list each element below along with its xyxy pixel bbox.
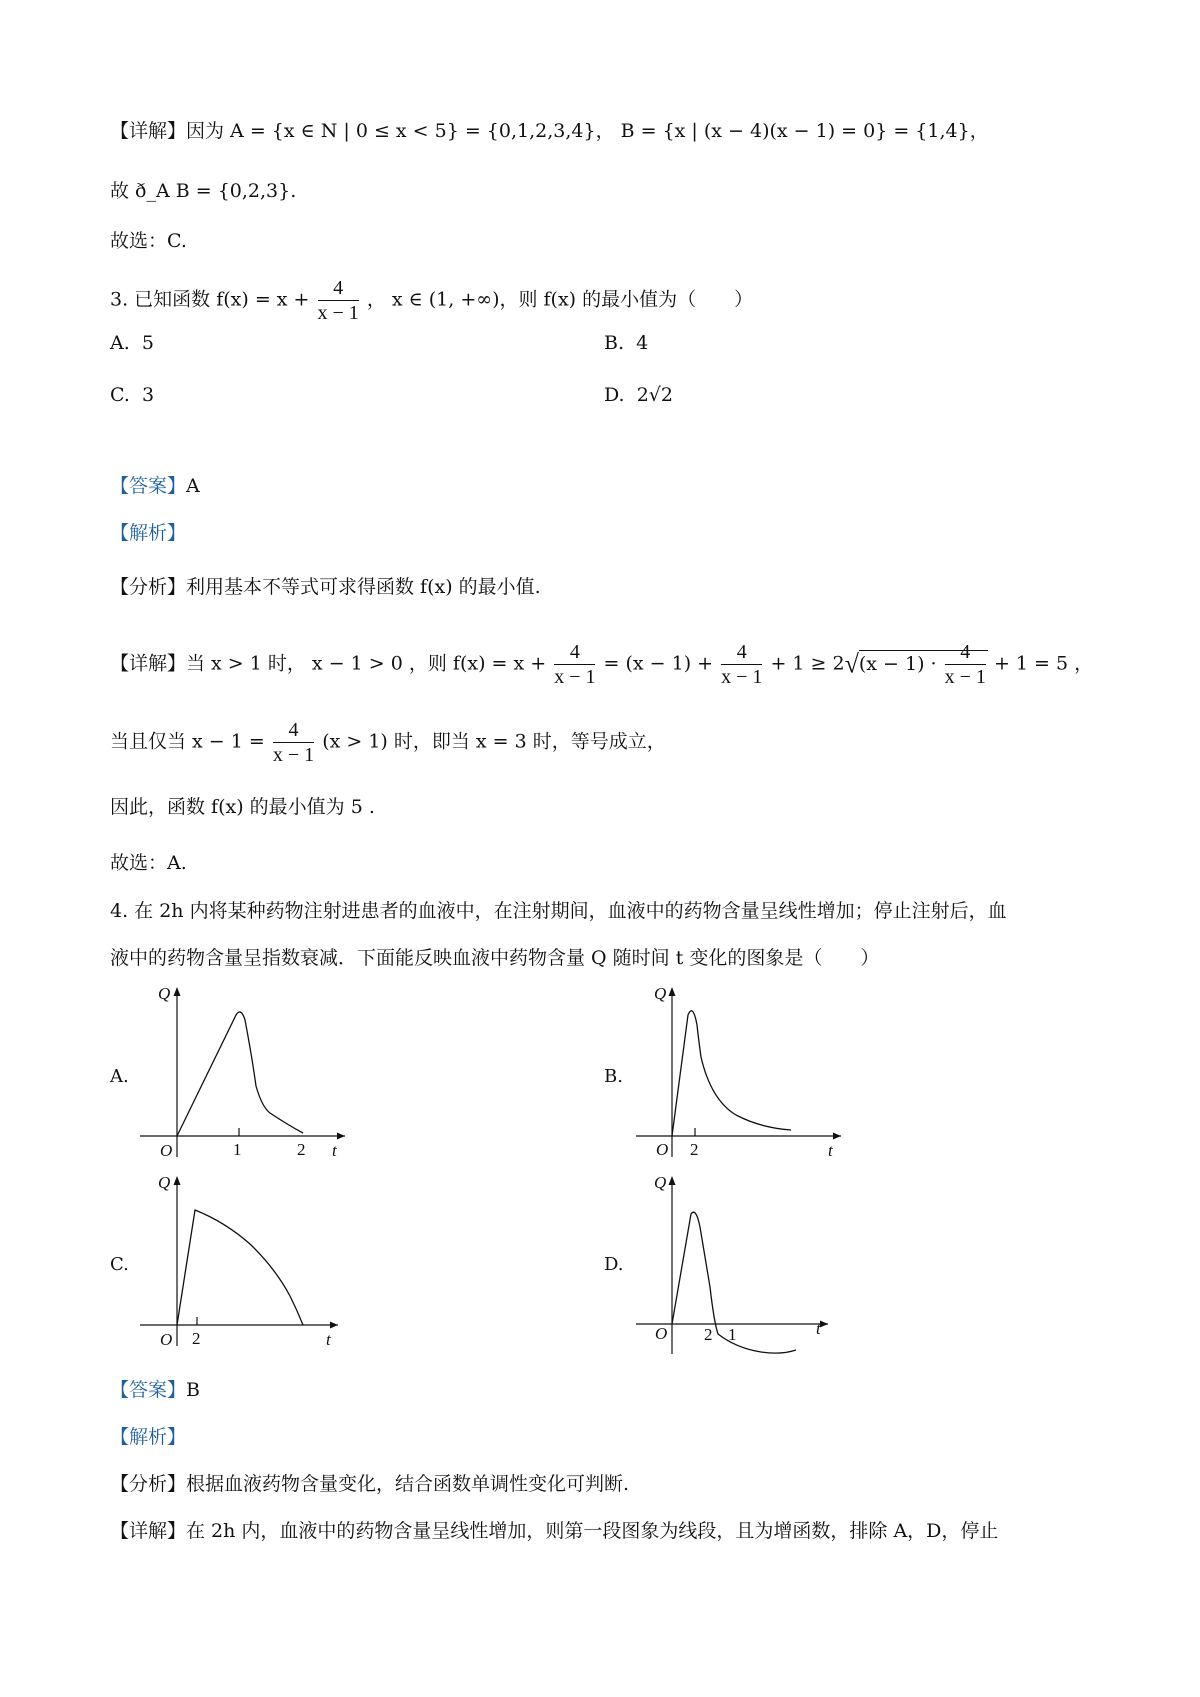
answer-value: B [186,1379,200,1401]
y-axis-label: Q [654,1173,667,1192]
detail-tag: 【详解】 [110,120,187,142]
detail-fraction-3 [945,640,986,689]
x-axis-label: t [816,1319,821,1338]
option-label: A. [110,332,130,354]
x-axis-label: t [326,1330,331,1347]
detail-fraction-2 [721,640,762,689]
x-axis-label: t [332,1141,337,1160]
detail-tag: 【详解】 [110,1520,187,1542]
analysis-tag: 【分析】 [110,576,187,598]
x-axis-arrow [833,1133,841,1140]
fraction-denominator: x − 1 [317,302,359,324]
detail-part-d: (x − 1) · [858,652,937,675]
q4-answer-line [110,1377,200,1403]
option-value: 5 [141,332,154,354]
q3-equality-line [110,718,666,767]
detail-text: 在 2h 内，血液中的药物含量呈线性增加，则第一段图象为线段，且为增函数，排除 A，D，停止 [186,1520,999,1542]
detail-part-c: + 1 ≥ 2 [770,652,845,675]
fraction-numerator: 4 [318,276,359,301]
origin-label: O [656,1140,669,1159]
graph-c-label: C. [110,1254,129,1275]
option-value: 4 [636,332,649,354]
q3-answer-line [110,473,200,499]
sqrt-radicand [858,641,988,688]
option-label: C. [110,384,130,406]
y-axis-arrow [669,1176,676,1185]
fraction-numerator: 4 [273,718,314,743]
tick-label: 2 [704,1325,713,1344]
tick-label: 1 [233,1140,242,1159]
curve [672,1011,791,1136]
fraction-numerator: 4 [945,640,986,665]
option-value: 2√2 [636,384,673,406]
q4-analysis-line [110,1471,629,1497]
q3-option-d [604,382,673,408]
detail-line-sets [110,118,989,144]
graph-d-label: D. [604,1254,624,1275]
q4-stem-line-2: 液中的药物含量呈指数衰减．下面能反映血液中药物含量 Q 随时间 t 变化的图象是（ ） [110,947,880,969]
detail-fraction-1 [554,640,595,689]
choose-line-c: 故选：C. [110,230,187,252]
option-value: 3 [142,384,155,406]
answer-value: A [186,475,200,497]
q3-stem-prefix: 3. 已知函数 f(x) = x + [110,288,310,311]
origin-label: O [160,1330,173,1347]
fraction-denominator: x − 1 [272,744,315,766]
y-axis-arrow [174,987,181,996]
answer-tag: 【答案】 [110,475,187,497]
y-axis-label: Q [654,985,667,1003]
origin-label: O [655,1324,668,1343]
graph-c [140,1172,350,1347]
tick-label: 2 [690,1140,699,1159]
detail-tag: 【详解】 [110,652,187,675]
y-axis-label: Q [158,1173,171,1192]
fraction-denominator: x − 1 [554,666,596,688]
q3-stem-fraction [318,276,359,325]
sqrt-sign: √ [844,649,859,679]
q3-conclusion: 因此，函数 f(x) 的最小值为 5 . [110,796,375,818]
curve [177,1210,303,1325]
option-label: D. [604,384,625,406]
y-axis-arrow [669,987,676,996]
x-axis-label: t [828,1141,833,1160]
graph-d [636,1172,846,1362]
y-axis-arrow [174,1176,181,1185]
y-axis-label: Q [158,985,171,1003]
curve [177,1012,303,1136]
equality-fraction [273,718,314,767]
tick-label: 2 [192,1329,201,1347]
origin-label: O [160,1141,173,1160]
equality-part-a: 当且仅当 x − 1 = [110,730,265,753]
x-axis-arrow [337,1133,345,1140]
graph-a-label: A. [110,1066,129,1087]
tick-label: 1 [728,1325,737,1344]
x-axis-arrow [330,1322,338,1329]
q3-detail-line [110,640,1093,689]
graph-a [140,985,350,1160]
analysis-tag: 【分析】 [110,1473,187,1495]
q4-jiexi-tag: 【解析】 [110,1426,187,1448]
detail-sets-text: 因为 A = {x ∈ N | 0 ≤ x < 5} = {0,1,2,3,4}， B = {x | (x − 4)(x − 1) = 0} = {1,4}， [186,120,989,142]
q4-stem-line-1: 4. 在 2h 内将某种药物注射进患者的血液中，在注射期间，血液中的药物含量呈线性增加；停止注射后，血 [110,900,1007,922]
detail-part-a: 当 x > 1 时， x − 1 > 0 ，则 f(x) = x + [186,652,547,675]
answer-tag: 【答案】 [110,1379,187,1401]
equality-part-b: (x > 1) 时，即当 x = 3 时，等号成立， [322,730,666,753]
q3-choose: 故选：A. [110,852,187,874]
option-label: B. [604,332,625,354]
fraction-denominator: x − 1 [721,666,763,688]
fraction-denominator: x − 1 [944,666,986,688]
q3-stem-suffix: ， x ∈ (1, +∞)，则 f(x) 的最小值为（ ） [366,288,754,311]
q4-detail-line [110,1518,998,1544]
detail-part-e: + 1 = 5 ， [993,652,1094,675]
q3-stem [110,276,753,325]
q3-analysis-line [110,574,541,600]
fraction-numerator: 4 [721,640,762,665]
tick-label: 2 [297,1140,306,1159]
q3-option-a [110,330,154,356]
fraction-numerator: 4 [554,640,595,665]
detail-part-b: = (x − 1) + [603,652,714,675]
x-axis-arrow [820,1321,828,1328]
complement-line: 故 ð_A B = {0,2,3}. [110,180,297,202]
q3-option-b [604,330,648,356]
q3-option-c [110,382,154,408]
q3-jiexi-tag: 【解析】 [110,522,187,544]
graph-b [636,985,846,1160]
analysis-text: 根据血液药物含量变化，结合函数单调性变化可判断. [186,1473,630,1495]
graph-b-label: B. [604,1066,623,1087]
analysis-text: 利用基本不等式可求得函数 f(x) 的最小值. [186,576,541,598]
